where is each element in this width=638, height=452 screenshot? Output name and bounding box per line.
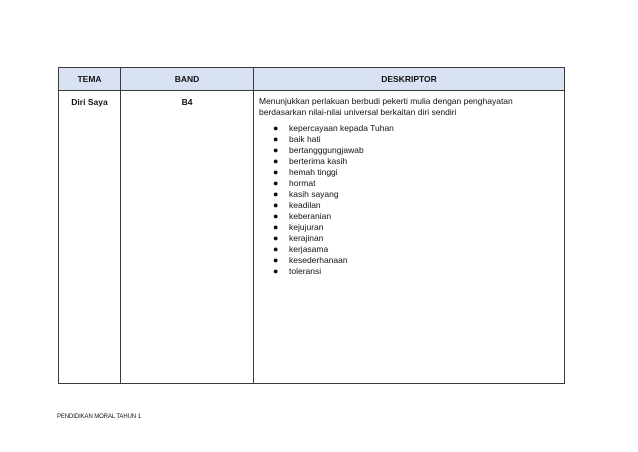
value-label: baik hati: [289, 134, 321, 144]
bullet-icon: ●: [273, 233, 279, 243]
bullet-icon: ●: [273, 156, 279, 166]
value-label: kepercayaan kepada Tuhan: [289, 123, 394, 133]
list-item: [269, 233, 558, 244]
header-band: BAND: [121, 68, 254, 91]
bullet-icon: ●: [273, 145, 279, 155]
value-label: berterima kasih: [289, 156, 348, 166]
list-item: [269, 211, 558, 222]
list-item: [269, 178, 558, 189]
table-row: [59, 91, 565, 384]
list-item: [269, 145, 558, 156]
value-label: hormat: [289, 178, 316, 188]
value-label: toleransi: [289, 266, 322, 276]
values-list: [259, 123, 558, 277]
list-item: [269, 134, 558, 145]
value-label: keberanian: [289, 211, 332, 221]
bullet-icon: ●: [273, 167, 279, 177]
list-item: [269, 200, 558, 211]
list-item: [269, 167, 558, 178]
header-tema: TEMA: [59, 68, 121, 91]
descriptor-table: [58, 67, 565, 384]
list-item: [269, 123, 558, 134]
list-item: [269, 156, 558, 167]
value-label: kejujuran: [289, 222, 324, 232]
cell-band: B4: [121, 91, 254, 384]
value-label: kerjasama: [289, 244, 329, 254]
cell-tema: Diri Saya: [59, 91, 121, 384]
page-footer: PENDIDIKAN MORAL TAHUN 1: [57, 414, 141, 420]
bullet-icon: ●: [273, 244, 279, 254]
descriptor-intro: Menunjukkan perlakuan berbudi pekerti mulia dengan penghayatan berdasarkan nilai-nilai universal berkaitan diri sendiri: [259, 96, 513, 117]
bullet-icon: ●: [273, 123, 279, 133]
value-label: kesederhanaan: [289, 255, 348, 265]
bullet-icon: ●: [273, 189, 279, 199]
list-item: [269, 255, 558, 266]
bullet-icon: ●: [273, 211, 279, 221]
list-item: [269, 266, 558, 277]
value-label: hemah tinggi: [289, 167, 338, 177]
list-item: [269, 222, 558, 233]
value-label: keadilan: [289, 200, 321, 210]
bullet-icon: ●: [273, 255, 279, 265]
value-label: kerajinan: [289, 233, 324, 243]
bullet-icon: ●: [273, 178, 279, 188]
bullet-icon: ●: [273, 200, 279, 210]
value-label: bertangggungjawab: [289, 145, 364, 155]
bullet-icon: ●: [273, 266, 279, 276]
bullet-icon: ●: [273, 222, 279, 232]
value-label: kasih sayang: [289, 189, 339, 199]
table-header-row: [59, 68, 565, 91]
bullet-icon: ●: [273, 134, 279, 144]
header-deskriptor: DESKRIPTOR: [254, 68, 565, 91]
list-item: [269, 189, 558, 200]
cell-deskriptor: [254, 91, 565, 384]
list-item: [269, 244, 558, 255]
